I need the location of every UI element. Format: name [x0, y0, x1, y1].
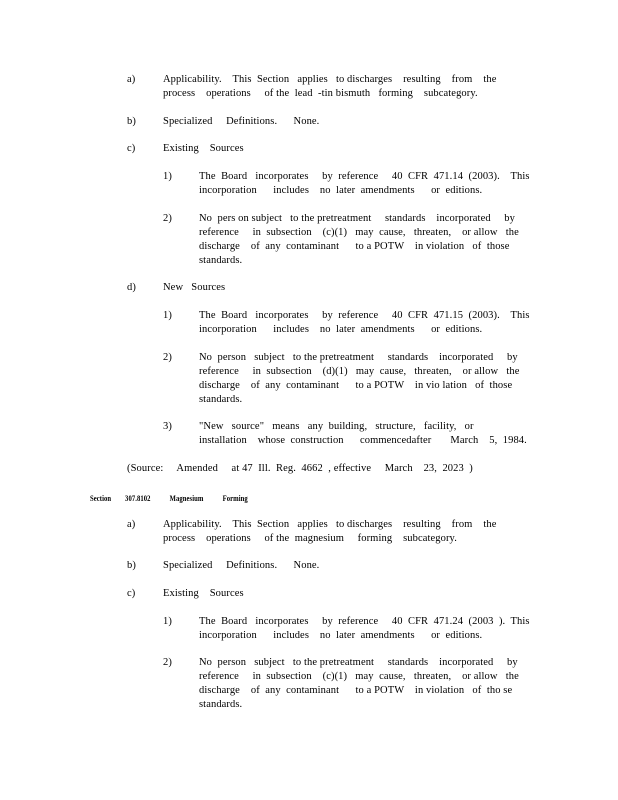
section-heading: Section 307.8102 Magnesium Forming — [90, 493, 248, 503]
subitem-label-2: 2) — [163, 213, 172, 224]
prohibition-line-3: discharge of any contaminant to a POTW in violation of those — [199, 241, 510, 252]
applicability-line-2: process operations of the magnesium forming subcategory. — [163, 533, 457, 544]
item-label-c: c) — [127, 588, 136, 599]
applicability-line-1: Applicability. This Section applies to discharges resulting from the — [163, 74, 497, 85]
item-label-a: a) — [127, 74, 136, 85]
new-sources-heading: New Sources — [163, 282, 226, 293]
incorporation-line-1: The Board incorporates by reference 40 CFR 471.24 (2003 ). This — [199, 616, 530, 627]
definitions-line: Specialized Definitions. None. — [163, 560, 320, 571]
subitem-label-1: 1) — [163, 616, 172, 627]
subitem-label-2: 2) — [163, 352, 172, 363]
prohibition-line-3: discharge of any contaminant to a POTW in vio lation of those — [199, 380, 513, 391]
incorporation-line-2: incorporation includes no later amendments or editions. — [199, 324, 483, 335]
subitem-label-1: 1) — [163, 171, 172, 182]
prohibition-line-1: No person subject to the pretreatment standards incorporated by — [199, 657, 518, 668]
prohibition-line-4: standards. — [199, 394, 243, 405]
prohibition-line-4: standards. — [199, 255, 243, 266]
prohibition-line-4: standards. — [199, 699, 243, 710]
definitions-line: Specialized Definitions. None. — [163, 116, 320, 127]
prohibition-line-2: reference in subsection (c)(1) may cause, threaten, or allow the — [199, 227, 519, 238]
prohibition-line-1: No person subject to the pretreatment standards incorporated by — [199, 352, 518, 363]
item-label-c: c) — [127, 143, 136, 154]
item-label-b: b) — [127, 116, 136, 127]
new-source-definition-line-1: "New source" means any building, structure, facility, or — [199, 421, 474, 432]
incorporation-line-2: incorporation includes no later amendments or editions. — [199, 185, 483, 196]
item-label-d: d) — [127, 282, 136, 293]
incorporation-line-1: The Board incorporates by reference 40 CFR 471.15 (2003). This — [199, 310, 530, 321]
subitem-label-2: 2) — [163, 657, 172, 668]
subitem-label-1: 1) — [163, 310, 172, 321]
source-note: (Source: Amended at 47 Ill. Reg. 4662 , effective March 23, 2023 ) — [127, 463, 473, 474]
item-label-a: a) — [127, 519, 136, 530]
prohibition-line-2: reference in subsection (d)(1) may cause, threaten, or allow the — [199, 366, 520, 377]
prohibition-line-2: reference in subsection (c)(1) may cause, threaten, or allow the — [199, 671, 519, 682]
existing-sources-heading: Existing Sources — [163, 143, 244, 154]
item-label-b: b) — [127, 560, 136, 571]
incorporation-line-1: The Board incorporates by reference 40 CFR 471.14 (2003). This — [199, 171, 530, 182]
applicability-line-1: Applicability. This Section applies to discharges resulting from the — [163, 519, 497, 530]
applicability-line-2: process operations of the lead -tin bismuth forming subcategory. — [163, 88, 478, 99]
new-source-definition-line-2: installation whose construction commencedafter March 5, 1984. — [199, 435, 527, 446]
subitem-label-3: 3) — [163, 421, 172, 432]
incorporation-line-2: incorporation includes no later amendments or editions. — [199, 630, 483, 641]
existing-sources-heading: Existing Sources — [163, 588, 244, 599]
prohibition-line-3: discharge of any contaminant to a POTW in violation of tho se — [199, 685, 513, 696]
prohibition-line-1: No pers on subject to the pretreatment standards incorporated by — [199, 213, 516, 224]
